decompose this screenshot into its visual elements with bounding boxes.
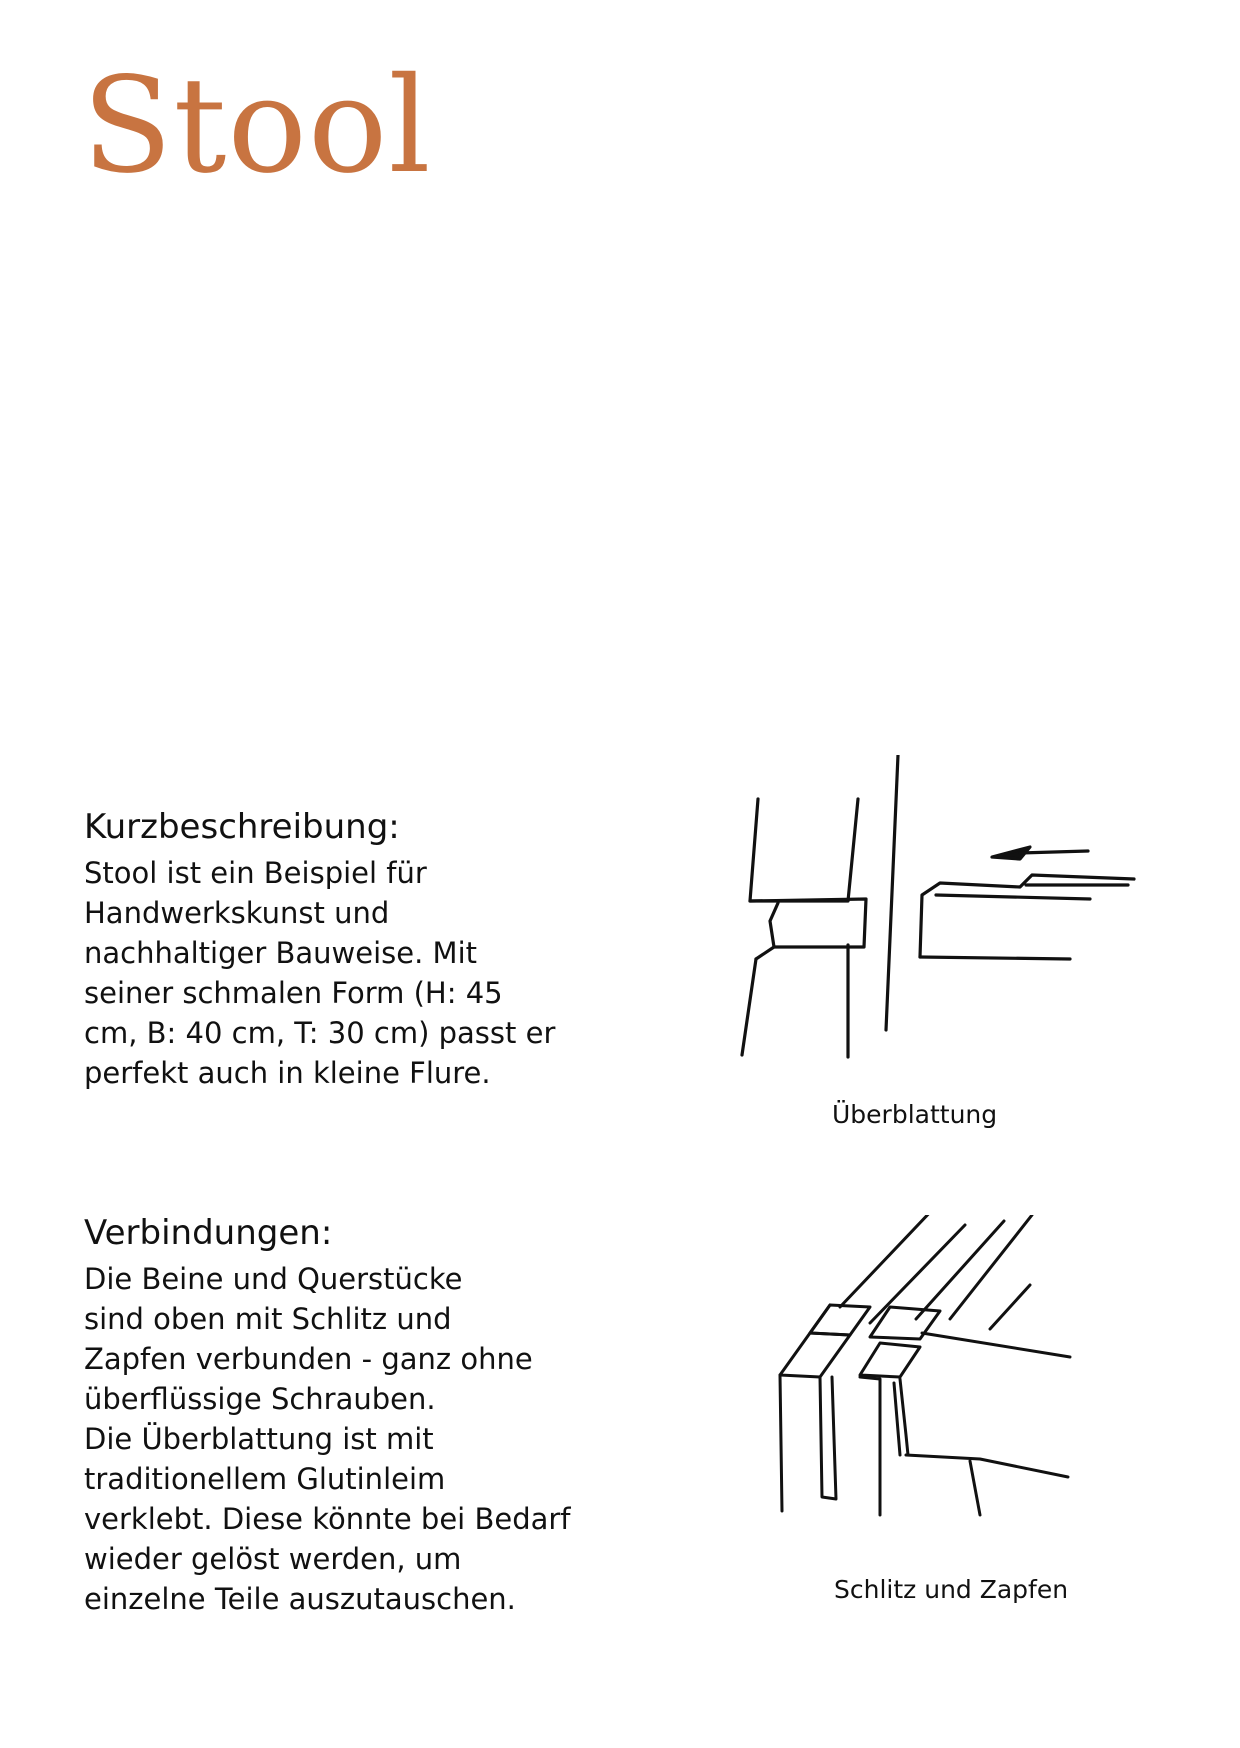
joints-section [84,1213,604,1619]
description-line: nachhaltiger Bauweise. Mit [84,936,478,970]
description-section [84,807,604,1093]
joints-line: wieder gelöst werden, um [84,1542,462,1576]
joints-line: traditionellem Glutinleim [84,1462,446,1496]
description-line: perfekt auch in kleine Flure. [84,1056,491,1090]
description-line: Stool ist ein Beispiel für [84,856,427,890]
joints-line: Die Beine und Querstücke [84,1262,463,1296]
joints-text [84,1259,604,1619]
description-line: cm, B: 40 cm, T: 30 cm) passt er [84,1016,556,1050]
joints-line: überflüssige Schrauben. [84,1382,436,1416]
joints-line: einzelne Teile auszutauschen. [84,1582,516,1616]
mortise-tenon-sketch-icon [770,1215,1100,1535]
joints-line: Die Überblattung ist mit [84,1422,434,1456]
joints-line: sind oben mit Schlitz und [84,1302,452,1336]
joints-line: Zapfen verbunden - ganz ohne [84,1342,533,1376]
overlap-joint-sketch-icon [730,755,1150,1075]
description-heading: Kurzbeschreibung: [84,807,400,847]
page-title: Stool [82,49,432,203]
figure-caption: Überblattung [832,1100,998,1129]
description-line: Handwerkskunst und [84,896,390,930]
joints-line: verklebt. Diese könnte bei Bedarf [84,1502,571,1536]
joints-heading: Verbindungen: [84,1213,333,1253]
description-text [84,853,604,1093]
figure-caption: Schlitz und Zapfen [834,1575,1069,1604]
description-line: seiner schmalen Form (H: 45 [84,976,503,1010]
